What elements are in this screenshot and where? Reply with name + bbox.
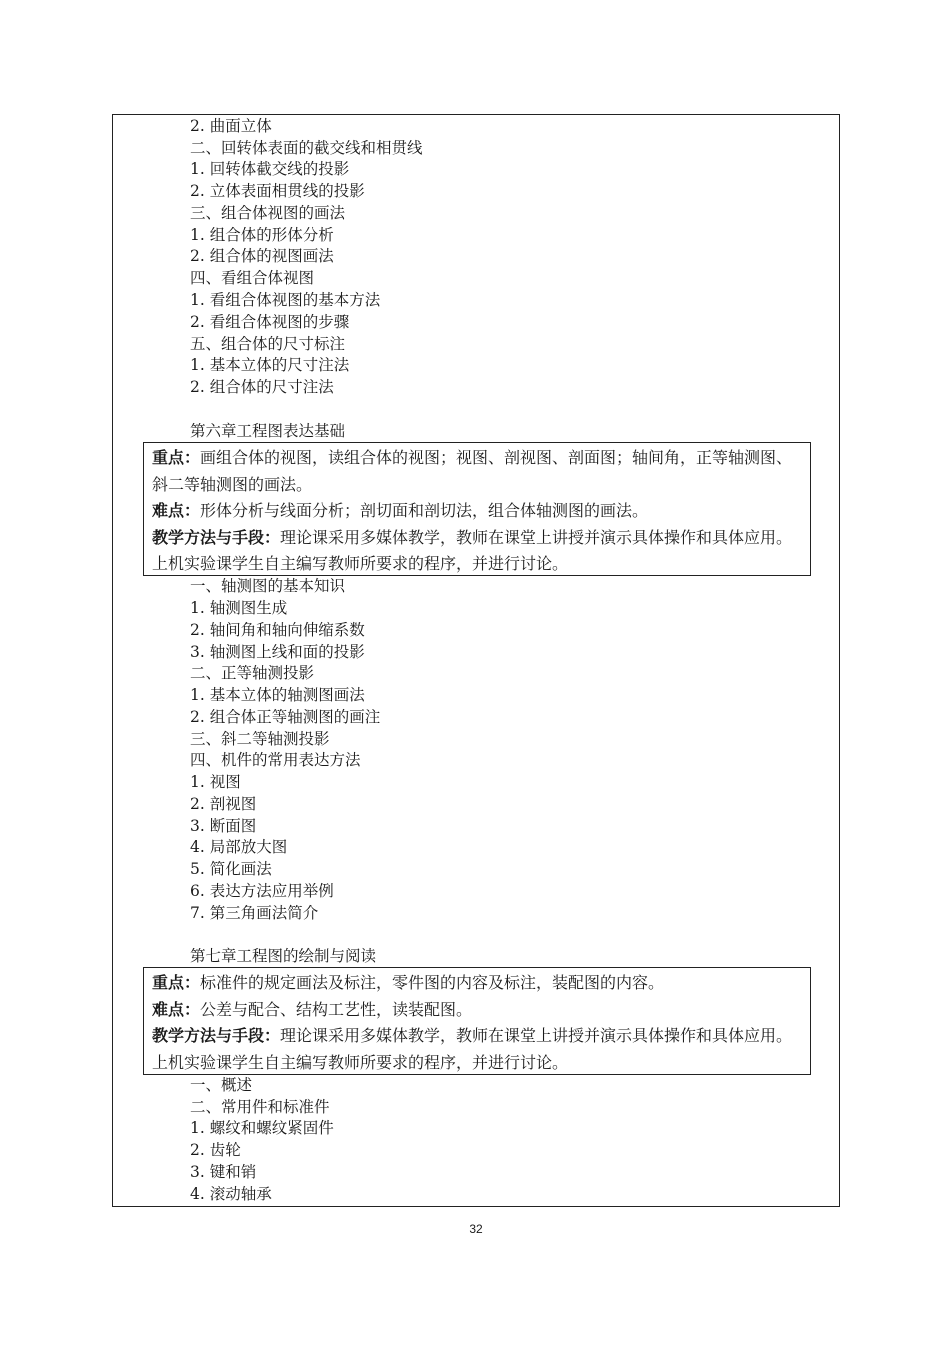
difficulties-label: 难点： [152,501,201,520]
teaching-methods [152,1023,802,1076]
difficulties-label: 难点： [152,999,201,1019]
chapter-title: 第七章工程图的绘制与阅读 [190,947,377,965]
page-number: 32 [469,1222,483,1236]
outline-line: 1. 组合体的形体分析 [190,226,334,244]
outline-line: 四、看组合体视图 [190,269,315,287]
key-points [152,970,802,997]
outline-line: 五、组合体的尺寸标注 [190,335,346,353]
outline-line: 2. 齿轮 [190,1141,241,1159]
outline-line: 2. 曲面立体 [190,117,272,135]
outline-line: 2. 组合体正等轴测图的画注 [190,708,381,726]
outline-line: 1. 螺纹和螺纹紧固件 [190,1119,334,1137]
chapter-summary-box [143,442,811,576]
outline-line: 3. 键和销 [190,1163,257,1181]
difficulties-text: 公差与配合、结构工艺性，读装配图。 [200,999,473,1019]
outline-line: 4. 局部放大图 [190,838,288,856]
key-points-text: 画组合体的视图，读组合体的视图；视图、剖视图、剖面图；轴间角，正等轴测图、斜二等轴测图的画法。 [152,448,793,494]
key-points-label: 重点： [152,448,201,467]
outline-line: 一、轴测图的基本知识 [190,577,346,595]
difficulties [152,498,802,525]
outline-line: 二、回转体表面的截交线和相贯线 [190,139,423,157]
outline-line: 三、斜二等轴测投影 [190,730,330,748]
chapter-title: 第六章工程图表达基础 [190,422,346,440]
outline-line: 1. 轴测图生成 [190,599,288,617]
outline-line: 6. 表达方法应用举例 [190,882,334,900]
outline-line: 3. 轴测图上线和面的投影 [190,643,365,661]
key-points-text: 标准件的规定画法及标注，零件图的内容及标注，装配图的内容。 [200,973,665,992]
outline-line: 二、正等轴测投影 [190,664,315,682]
key-points-label: 重点： [152,973,201,992]
key-points [152,445,802,498]
outline-line: 1. 回转体截交线的投影 [190,160,350,178]
outline-line: 1. 视图 [190,773,241,791]
outline-line: 2. 组合体的视图画法 [190,247,334,265]
outline-line: 1. 看组合体视图的基本方法 [190,291,381,309]
teaching-methods [152,525,802,578]
outline-line: 四、机件的常用表达方法 [190,751,361,769]
outline-line: 1. 基本立体的尺寸注法 [190,356,350,374]
chapter-summary-box [143,967,811,1075]
outline-line: 4. 滚动轴承 [190,1185,272,1203]
teaching-methods-label: 教学方法与手段： [152,1026,281,1045]
outline-line: 2. 立体表面相贯线的投影 [190,182,365,200]
outline-line: 二、常用件和标准件 [190,1098,330,1116]
outline-line: 2. 剖视图 [190,795,257,813]
outline-line: 2. 轴间角和轴向伸缩系数 [190,621,365,639]
outline-line: 1. 基本立体的轴测图画法 [190,686,365,704]
teaching-methods-text: 理论课采用多媒体教学，教师在课堂上讲授并演示具体操作和具体应用。上机实验课学生自主编写教师所要求的程序，并进行讨论。 [152,527,793,573]
difficulties [152,997,802,1024]
teaching-methods-label: 教学方法与手段： [152,527,281,547]
outline-line: 2. 组合体的尺寸注法 [190,378,334,396]
outline-line: 7. 第三角画法简介 [190,904,319,922]
teaching-methods-text: 理论课采用多媒体教学，教师在课堂上讲授并演示具体操作和具体应用。上机实验课学生自主编写教师所要求的程序，并进行讨论。 [152,1026,793,1072]
outline-line: 5. 简化画法 [190,860,272,878]
outline-line: 2. 看组合体视图的步骤 [190,313,350,331]
outline-line: 三、组合体视图的画法 [190,204,346,222]
difficulties-text: 形体分析与线面分析；剖切面和剖切法，组合体轴测图的画法。 [200,501,649,520]
outline-line: 3. 断面图 [190,817,257,835]
outline-line: 一、概述 [190,1076,253,1094]
